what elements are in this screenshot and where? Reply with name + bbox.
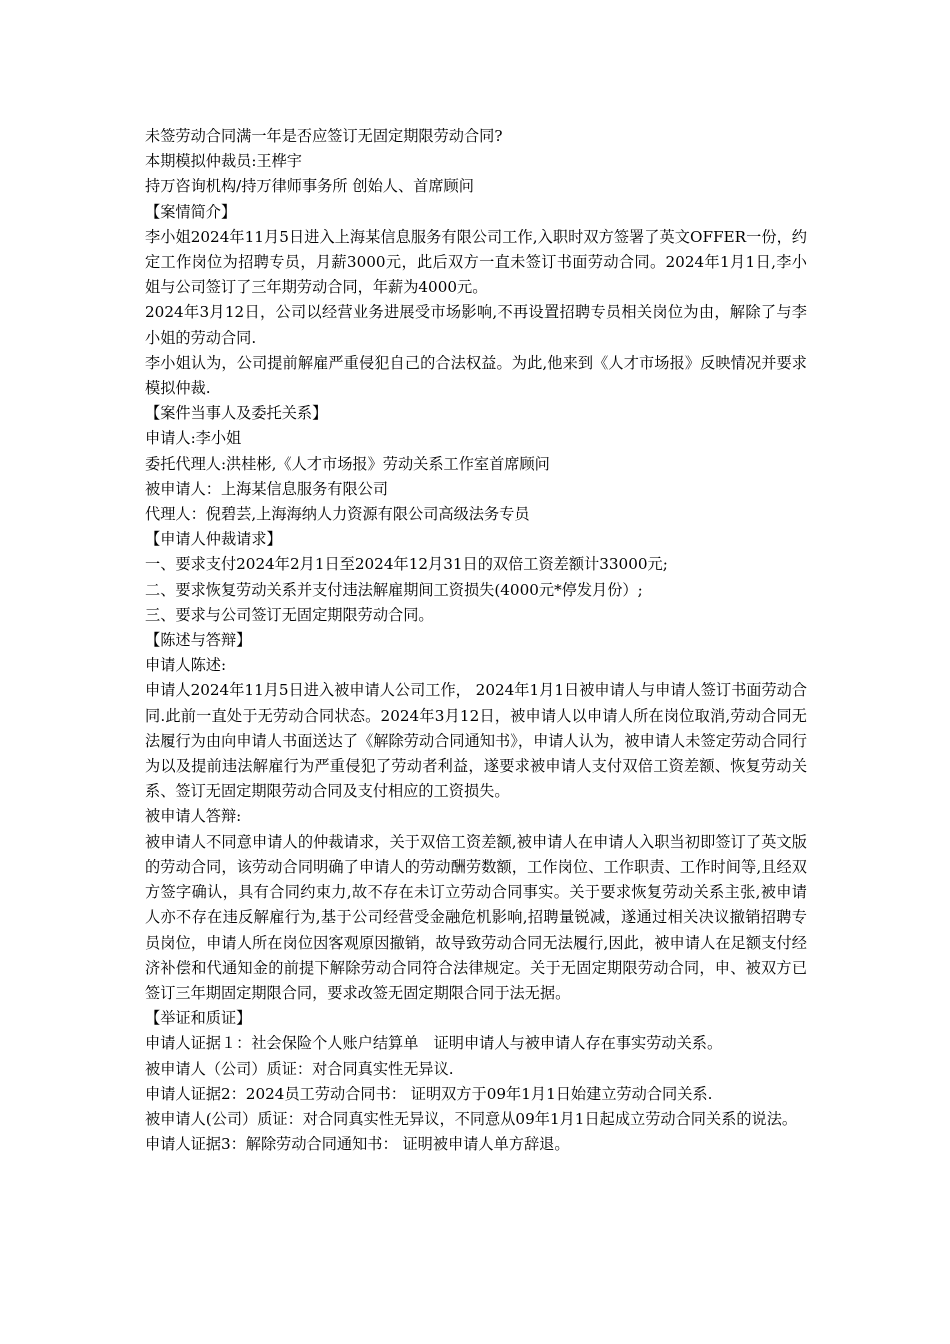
respondent-defense-paragraph: 被申请人不同意申请人的仲裁请求，关于双倍工资差额,被申请人在申请人入职当初即签订了英文版的劳动合同，该劳动合同明确了申请人的劳动酬劳数额，工作岗位、工作职责、工作时间等,且经双方签字确认，具有合同约束力,故不存在未订立劳动合同事实。关于要求恢复劳动关系主张,被申请人亦不存在违反解雇行为,基于公司经营受金融危机影响,招聘量锐减，遂通过相关决议撤销招聘专员岗位，申请人所在岗位因客观原因撤销，故导致劳动合同无法履行,因此，被申请人在足额支付经济补偿和代通知金的前提下解除劳动合同符合法律规定。关于无固定期限劳动合同，申、被双方已签订三年期固定期限合同，要求改签无固定期限合同于法无据。 bbox=[145, 832, 807, 1002]
evidence-response-1: 被申请人（公司）质证：对合同真实性无异议. bbox=[145, 1059, 454, 1078]
claim-item-3: 三、要求与公司签订无固定期限劳动合同。 bbox=[145, 605, 434, 624]
document-title: 未签劳动合同满一年是否应签订无固定期限劳动合同? bbox=[145, 127, 503, 145]
applicant-statement-label: 申请人陈述: bbox=[145, 656, 227, 675]
evidence-item-3: 申请人证据3：解除劳动合同通知书： 证明被申请人单方辞退。 bbox=[145, 1135, 570, 1154]
applicant-statement-paragraph: 申请人2024年11月5日进入被申请人公司工作， 2024年1月1日被申请人与申请人签订书面劳动合同.此前一直处于无劳动合同状态。2024年3月12日，被申请人以申请人所在岗位取消,劳动合同无法履行为由向申请人书面送达了《解除劳动合同通知书》，申请人认为，被申请人未签定劳动合同行为以及提前违法解雇行为严重侵犯了劳动者利益，遂要求被申请人支付双倍工资差额、恢复劳动关系、签订无固定期限劳动合同及支付相应的工资损失。 bbox=[145, 681, 808, 801]
section-heading-claims: 【申请人仲裁请求】 bbox=[145, 530, 282, 549]
case-summary-paragraph-2: 2024年3月12日，公司以经营业务进展受市场影响,不再设置招聘专员相关岗位为由，解除了与李小姐的劳动合同. bbox=[145, 303, 807, 347]
claim-item-1: 一、要求支付2024年2月1日至2024年12月31日的双倍工资差额计33000元; bbox=[145, 555, 668, 574]
section-heading-parties: 【案件当事人及委托关系】 bbox=[145, 404, 328, 423]
party-respondent-agent: 代理人：倪碧芸,上海海纳人力资源有限公司高级法务专员 bbox=[145, 505, 530, 524]
party-applicant: 申请人:李小姐 bbox=[145, 429, 242, 448]
document-body bbox=[145, 124, 807, 1157]
case-summary-paragraph-1: 李小姐2024年11月5日进入上海某信息服务有限公司工作,入职时双方签署了英文OFFER一份，约定工作岗位为招聘专员，月薪3000元，此后双方一直未签订书面劳动合同。2024年1月1日,李小姐与公司签订了三年期劳动合同，年薪为4000元。 bbox=[145, 227, 807, 297]
section-heading-statements: 【陈述与答辩】 bbox=[145, 631, 252, 650]
section-heading-case-summary: 【案情简介】 bbox=[145, 202, 237, 221]
party-respondent: 被申请人：上海某信息服务有限公司 bbox=[145, 479, 388, 498]
section-heading-evidence: 【举证和质证】 bbox=[145, 1009, 252, 1028]
claim-item-2: 二、要求恢复劳动关系并支付违法解雇期间工资损失(4000元*停发月份）; bbox=[145, 580, 643, 599]
respondent-defense-label: 被申请人答辩: bbox=[145, 807, 242, 826]
party-applicant-agent: 委托代理人:洪桂彬,《人才市场报》劳动关系工作室首席顾问 bbox=[145, 454, 550, 473]
evidence-item-1: 申请人证据１：社会保险个人账户结算单 证明申请人与被申请人存在事实劳动关系。 bbox=[145, 1034, 723, 1053]
arbitrator-line: 本期模拟仲裁员:王桦宇 bbox=[145, 152, 302, 171]
evidence-item-2: 申请人证据2：2024员工劳动合同书： 证明双方于09年1月1日始建立劳动合同关系. bbox=[145, 1084, 713, 1103]
affiliation-line: 持万咨询机构/持万律师事务所 创始人、首席顾问 bbox=[145, 177, 474, 196]
case-summary-paragraph-3: 李小姐认为，公司提前解雇严重侵犯自己的合法权益。为此,他来到《人才市场报》反映情况并要求模拟仲裁. bbox=[145, 353, 807, 398]
evidence-response-2: 被申请人(公司）质证：对合同真实性无异议，不同意从09年1月1日起成立劳动合同关系的说法。 bbox=[145, 1109, 798, 1128]
